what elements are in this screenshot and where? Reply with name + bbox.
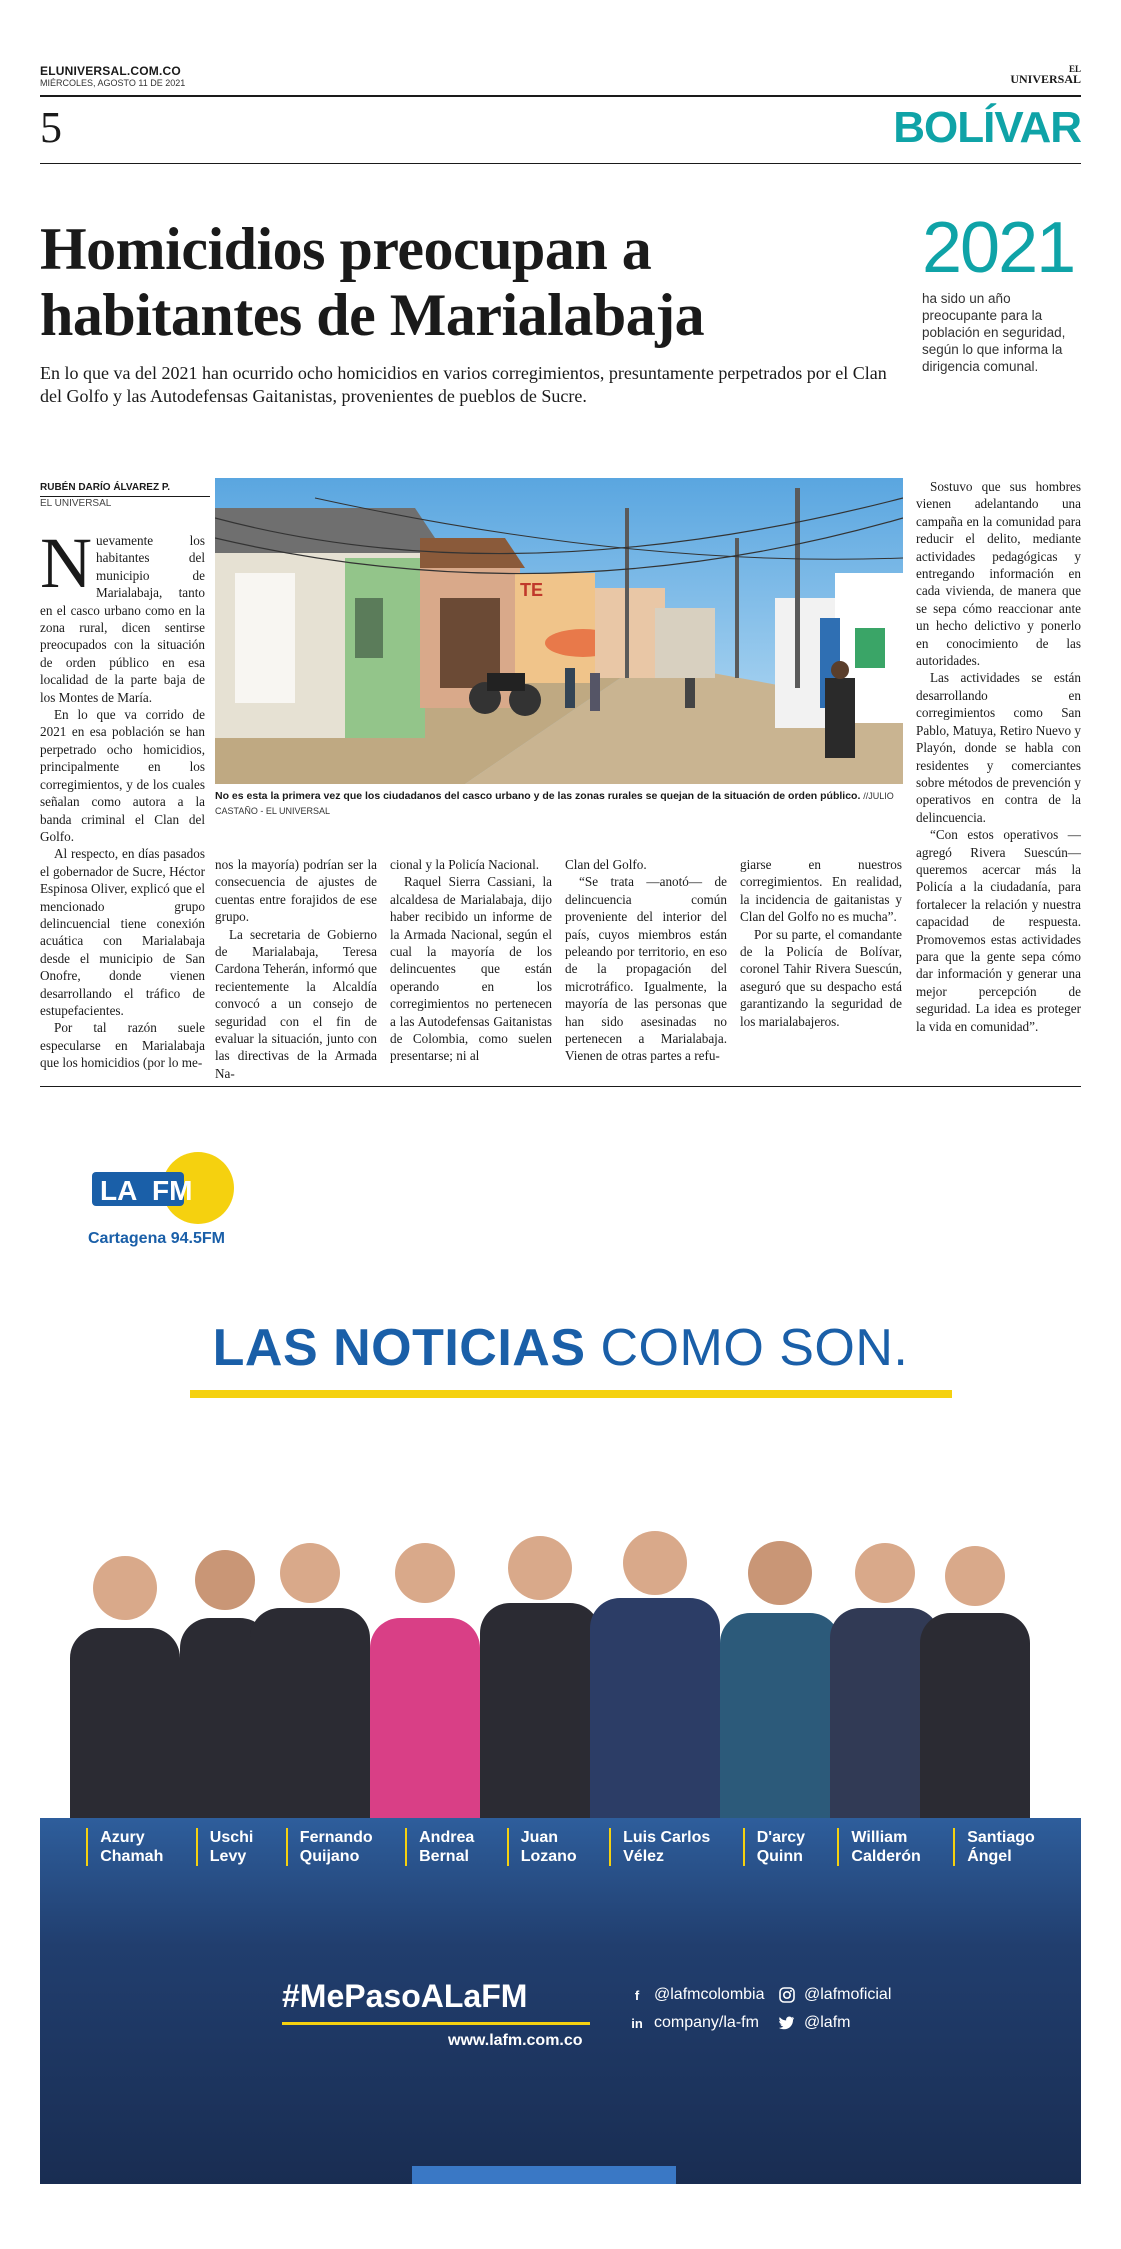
headline: Homicidios preocupan a habitantes de Marialabaja xyxy=(40,216,705,348)
paragraph: Al respecto, en días pasados el gobernador de Sucre, Héctor Espinosa Oliver, explicó que el mencionado grupo delincuencial tiene conexión acuática con Marialabaja desde el municipio de San Onofre, donde vienen desarrollando el tráfico de estupefacientes. xyxy=(40,846,205,1018)
host-first-name: Fernando xyxy=(299,1829,373,1846)
paragraph xyxy=(40,523,205,706)
section-rule xyxy=(40,163,1081,164)
article-column-2 xyxy=(215,856,377,1082)
host-last-name: Levy xyxy=(209,1848,247,1865)
host-first-name: D'arcy xyxy=(756,1829,805,1846)
paragraph: nos la mayoría) podrían ser la consecuencia de ajustes de cuentas entre forajidos de ese grupo. xyxy=(215,857,377,925)
host-last-name: Ángel xyxy=(967,1848,1012,1865)
shop-sign: TE xyxy=(520,580,544,600)
host-name xyxy=(196,1828,254,1866)
linkedin-icon: in xyxy=(631,2015,643,2031)
paragraph: En lo que va corrido de 2021 en esa población se han perpetrado ocho homicidios, principalmente en los corregimientos, y de los cuales señalan como autora a la banda criminal el Clan del Golfo. xyxy=(40,707,205,844)
host-name xyxy=(286,1828,373,1866)
article-column-5 xyxy=(740,856,902,1030)
facebook-handle: @lafmcolombia xyxy=(654,1986,765,2003)
stat-text: ha sido un año preocupante para la población en seguridad, según lo que informa la dirigencia comunal. xyxy=(922,291,1066,374)
stat-number: 2021 xyxy=(922,208,1075,288)
paragraph-text: uevamente los habitantes del municipio de Marialabaja, tanto en el casco urbano como en la zona rural, dicen sentirse preocupados con la situación de orden público en esa localidad de la parte baja de los Montes de María. xyxy=(40,533,205,705)
paragraph: Raquel Sierra Cassiani, la alcaldesa de Marialabaja, dijo haber recibido un informe de la Armada Nacional, según el cual la mayoría de los delincuentes que están operando en los corregimientos no pertenecen a las Autodefensas Gaitanistas de Colombia, como suelen presentarse; ni al xyxy=(390,874,552,1064)
host-last-name: Vélez xyxy=(623,1848,665,1865)
lafm-advertisement xyxy=(40,1118,1081,2184)
ad-bottom-tab xyxy=(412,2166,676,2184)
lafm-logo-icon xyxy=(88,1150,238,1226)
host-name xyxy=(86,1828,163,1866)
ad-slogan xyxy=(40,1320,1081,1376)
lafm-logo-la: LA xyxy=(100,1175,138,1206)
paragraph: Por tal razón suele especularse en Marialabaja que los homicidios (por lo me- xyxy=(40,1020,205,1071)
photo-credit: //JULIO CASTAÑO - EL UNIVERSAL xyxy=(215,791,894,816)
site-url: ELUNIVERSAL.COM.CO xyxy=(40,64,181,78)
host-last-name: Lozano xyxy=(520,1848,577,1865)
page-number: 5 xyxy=(40,103,62,152)
article-column-6 xyxy=(916,478,1081,1035)
host-last-name: Calderón xyxy=(851,1848,921,1865)
facebook-icon: f xyxy=(634,1987,640,2003)
paragraph: cional y la Policía Nacional. xyxy=(390,857,540,872)
host-name xyxy=(405,1828,474,1866)
host-first-name: Luis Carlos xyxy=(623,1829,711,1846)
paragraph: “Con estos operativos —agregó Rivera Suescún— queremos acercar más la Policía a la ciudadanía, para fortalecer la relación y nuestra capacidad de respuesta. Promovemos estas actividades para que la gente sepa cómo dar información y generar una mejor percepción de seguridad. La idea es proteger la vida en comunidad”. xyxy=(916,827,1081,1034)
newspaper-logo-line2: UNIVERSAL xyxy=(1010,72,1081,86)
twitter-handle: @lafm xyxy=(804,2014,851,2031)
twitter-icon xyxy=(778,2014,796,2032)
outlet: EL UNIVERSAL xyxy=(40,498,112,509)
host-name xyxy=(507,1828,577,1866)
host-first-name: Azury xyxy=(100,1829,145,1846)
byline: RUBÉN DARÍO ÁLVAREZ P. xyxy=(40,482,210,497)
linkedin-handle: company/la-fm xyxy=(654,2014,759,2031)
ad-hashtag: #MePasoALaFM xyxy=(282,1978,528,2014)
host-name xyxy=(953,1828,1035,1866)
ad-website[interactable]: www.lafm.com.co xyxy=(448,2032,583,2049)
paragraph: “Se trata —anotó— de delincuencia común proveniente del interior del país, cuyos miembros están peleando por territorio, en eso de la propagación del microtráfico. Igualmente, la mayoría de las personas que han sido asesinadas no pertenecen a Marialabaja. Vienen de otras partes a refu- xyxy=(565,874,727,1064)
article-bottom-rule xyxy=(40,1086,1081,1087)
article-column-4 xyxy=(565,856,727,1065)
article-column-3 xyxy=(390,856,552,1065)
host-first-name: Santiago xyxy=(967,1829,1035,1846)
host-first-name: William xyxy=(851,1829,908,1846)
caption-text: No es esta la primera vez que los ciudadanos del casco urbano y de las zonas rurales se quejan de la situación de orden público. xyxy=(215,790,861,802)
host-first-name: Juan xyxy=(520,1829,559,1846)
host-name xyxy=(837,1828,920,1866)
paragraph: Sostuvo que sus hombres vienen adelantando una campaña en la comunidad para reducir el delito, mediante actividades pedagógicas y entregando información en cada vivienda, de manera que se sepa cómo reaccionar ante un hecho delictivo y ponerlo en conocimiento de las autoridades. xyxy=(916,479,1081,669)
host-first-name: Uschi xyxy=(209,1829,254,1846)
instagram-icon xyxy=(778,1986,796,2004)
host-last-name: Bernal xyxy=(419,1848,469,1865)
drop-cap: N xyxy=(40,523,92,603)
issue-date: MIÉRCOLES, AGOSTO 11 DE 2021 xyxy=(40,78,186,88)
deck: En lo que va del 2021 han ocurrido ocho homicidios en varios corregimientos, presuntamente perpetrados por el Clan del Golfo y las Autodefensas Gaitanistas, provenientes de pueblos de Sucre. xyxy=(40,363,887,406)
host-first-name: Andrea xyxy=(419,1829,475,1846)
host-last-name: Quijano xyxy=(299,1848,360,1865)
hashtag-underline xyxy=(282,2022,590,2025)
station-city: Cartagena 94.5FM xyxy=(88,1230,225,1247)
social-facebook[interactable] xyxy=(628,1986,765,2004)
paragraph: Por su parte, el comandante de la Policía de Bolívar, coronel Tahir Rivera Suescún, aseguró que su despacho está garantizando la seguridad de los marialabajeros. xyxy=(740,926,902,1029)
street-photo xyxy=(215,478,903,784)
social-instagram[interactable] xyxy=(778,1986,891,2004)
street-scene-image xyxy=(215,478,903,784)
host-last-name: Chamah xyxy=(100,1848,164,1865)
paragraph: Las actividades se están desarrollando en corregimientos como San Pablo, Matuya, Retiro Nuevo y Playón, donde se habla con residentes y comerciantes sobre métodos de prevención y operativos en contra de la delincuencia. xyxy=(916,670,1081,825)
host-name xyxy=(609,1828,710,1866)
host-names xyxy=(40,1818,1081,1882)
instagram-handle: @lafmoficial xyxy=(804,1986,892,2003)
photo-caption xyxy=(215,789,903,819)
host-name xyxy=(743,1828,805,1866)
masthead-rule xyxy=(40,95,1081,97)
social-twitter[interactable] xyxy=(778,2014,850,2032)
paragraph: giarse en nuestros corregimientos. En realidad, la incidencia de gaitanistas y Clan del Golfo no es mucha”. xyxy=(740,857,902,925)
slogan-bold: LAS NOTICIAS xyxy=(212,1319,586,1377)
host-last-name: Quinn xyxy=(756,1848,803,1865)
lafm-logo xyxy=(88,1150,238,1231)
newspaper-logo xyxy=(1010,64,1081,84)
social-linkedin[interactable] xyxy=(628,2014,759,2032)
paragraph: La secretaria de Gobierno de Marialabaja, Teresa Cardona Teherán, informó que recientemente la Alcaldía convocó a un consejo de seguridad con el fin de evaluar la situación, junto con las directivas de la Armada Na- xyxy=(215,926,377,1081)
slogan-rest: COMO SON. xyxy=(600,1319,909,1377)
newspaper-logo-line1: EL xyxy=(1068,64,1081,74)
slogan-underline xyxy=(190,1390,952,1398)
article-column-1 xyxy=(40,523,205,1072)
paragraph: Clan del Golfo. xyxy=(565,857,647,872)
lafm-logo-fm: FM xyxy=(152,1175,193,1206)
section-title: BOLÍVAR xyxy=(893,103,1081,152)
